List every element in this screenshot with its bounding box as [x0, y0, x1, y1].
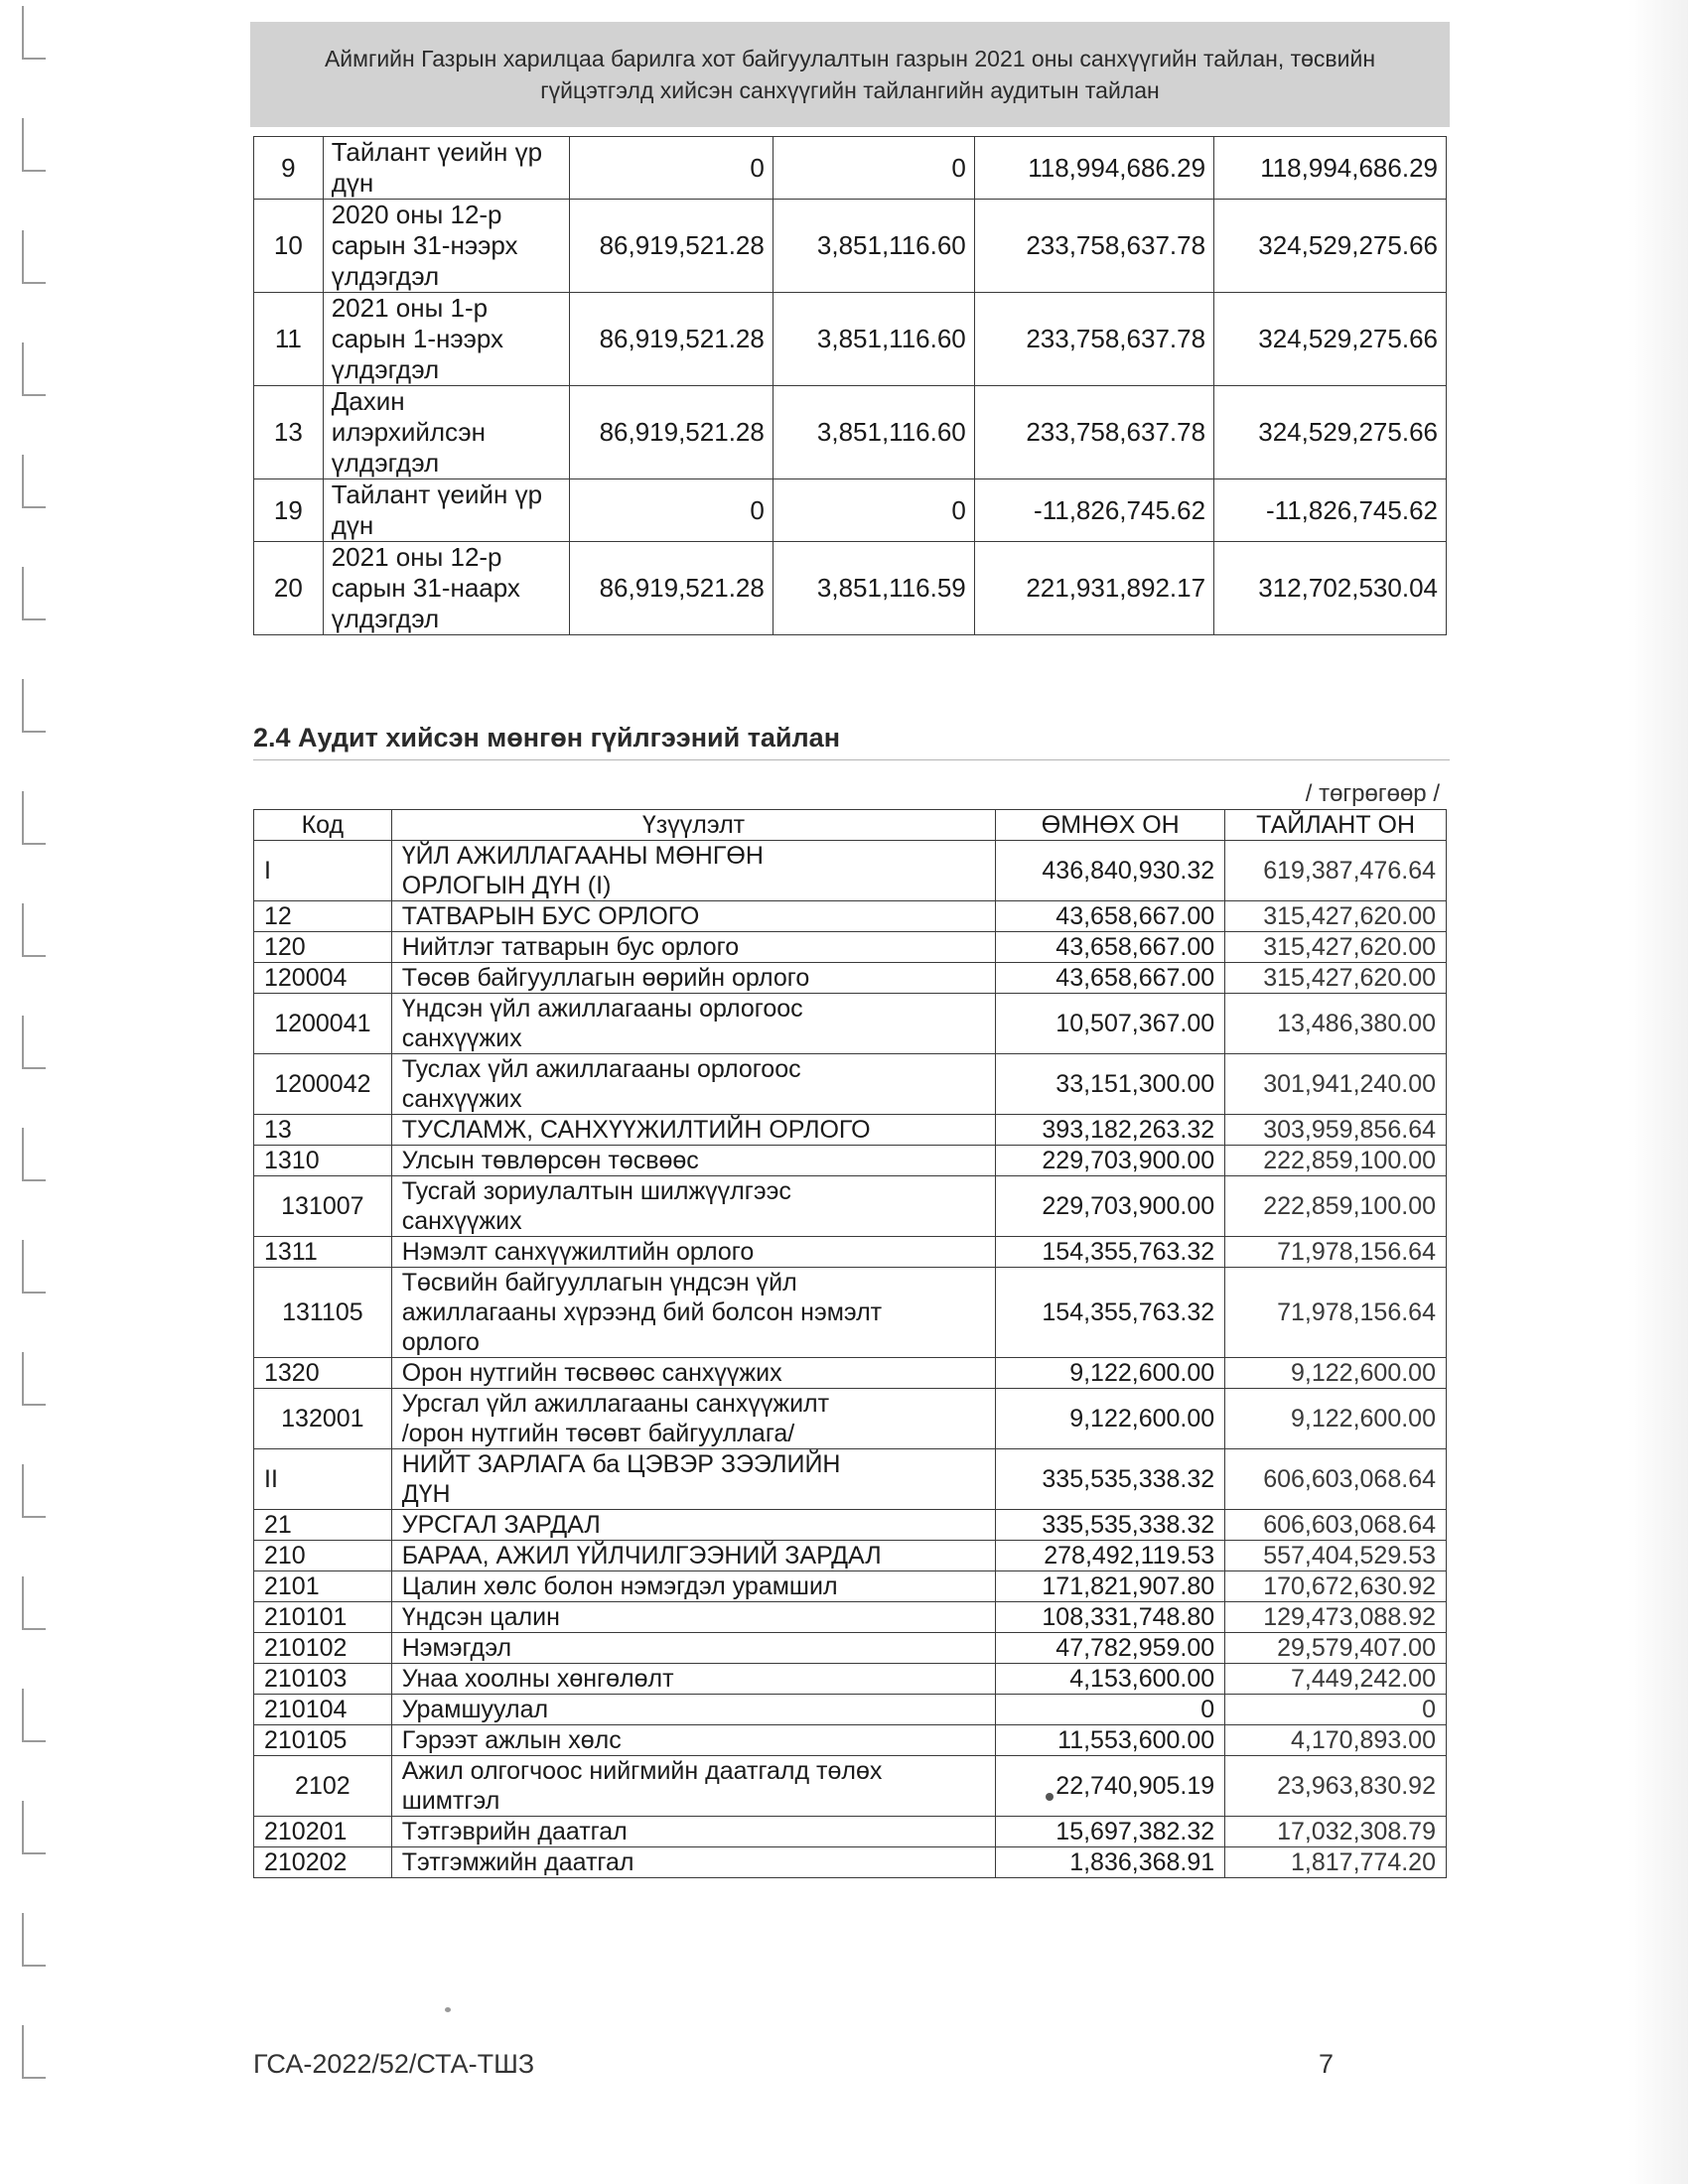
row-description	[391, 963, 996, 994]
description-line: ажиллагааны хүрээнд бий болсон нэмэлт	[401, 1298, 883, 1326]
scan-speck	[1046, 1793, 1054, 1801]
value-cell: 118,994,686.29	[1214, 137, 1447, 200]
previous-year-value: 15,697,382.32	[996, 1817, 1225, 1847]
value-cell: 0	[569, 479, 773, 542]
description-line: 2021 оны 12-р	[331, 542, 502, 572]
table-header-row	[254, 810, 1447, 841]
table-row	[254, 1176, 1447, 1237]
current-year-value: 4,170,893.00	[1225, 1725, 1447, 1756]
value-cell: 86,919,521.28	[569, 293, 773, 386]
description-line: сарын 31-наарх	[331, 573, 520, 603]
binder-mark	[22, 791, 46, 845]
row-code: 1320	[254, 1358, 392, 1389]
table-row	[254, 1115, 1447, 1146]
binder-mark	[22, 567, 46, 620]
previous-year-value: 43,658,667.00	[996, 963, 1225, 994]
description-line: Цалин хөлс болон нэмэгдэл урамшил	[401, 1572, 838, 1600]
current-year-value: 7,449,242.00	[1225, 1664, 1447, 1695]
current-year-value: 0	[1225, 1695, 1447, 1725]
table-row	[254, 1146, 1447, 1176]
current-year-value: 129,473,088.92	[1225, 1602, 1447, 1633]
table-row	[254, 1389, 1447, 1449]
value-cell: 221,931,892.17	[974, 542, 1213, 635]
row-code: 210103	[254, 1664, 392, 1695]
description-line: Тайлант үеийн үр	[331, 137, 543, 167]
table-row	[254, 932, 1447, 963]
description-line: Үндсэн цалин	[401, 1603, 560, 1631]
description-line: илэрхийлсэн	[331, 417, 486, 447]
table-row	[254, 542, 1447, 635]
row-code: 210102	[254, 1633, 392, 1664]
description-line: үлдэгдэл	[331, 354, 440, 384]
row-description	[391, 1725, 996, 1756]
description-line: Орон нутгийн төсвөөс санхүүжих	[401, 1359, 782, 1387]
table-row	[254, 1054, 1447, 1115]
table-row	[254, 1449, 1447, 1510]
document-code: ГСА-2022/52/СТА-ТШЗ	[253, 2049, 535, 2079]
table-row	[254, 1541, 1447, 1571]
description-line: шимтгэл	[401, 1787, 500, 1815]
value-cell: 233,758,637.78	[974, 386, 1213, 479]
binder-mark	[22, 342, 46, 396]
description-line: Тусгай зориулалтын шилжүүлгээс	[401, 1177, 791, 1205]
previous-year-value: 335,535,338.32	[996, 1510, 1225, 1541]
description-line: /орон нутгийн төсөвт байгууллага/	[401, 1420, 795, 1447]
value-cell: -11,826,745.62	[1214, 479, 1447, 542]
row-description	[391, 1633, 996, 1664]
description-line: дүн	[331, 510, 374, 540]
previous-year-value: 9,122,600.00	[996, 1389, 1225, 1449]
value-cell: 3,851,116.60	[773, 200, 974, 293]
row-description	[323, 479, 569, 542]
current-year-value: 557,404,529.53	[1225, 1541, 1447, 1571]
current-year-value: 71,978,156.64	[1225, 1268, 1447, 1358]
binder-mark	[22, 1240, 46, 1294]
binder-mark	[22, 679, 46, 733]
previous-year-value: 11,553,600.00	[996, 1725, 1225, 1756]
previous-year-value: 108,331,748.80	[996, 1602, 1225, 1633]
row-description	[391, 1237, 996, 1268]
table-row	[254, 1725, 1447, 1756]
row-code: 20	[254, 542, 324, 635]
row-description	[391, 1054, 996, 1115]
value-cell: 86,919,521.28	[569, 386, 773, 479]
description-line: 2020 оны 12-р	[331, 200, 502, 229]
row-description	[391, 1268, 996, 1358]
description-line: Дахин	[331, 386, 405, 416]
row-description	[391, 1571, 996, 1602]
row-code: 1200042	[254, 1054, 392, 1115]
value-cell: 324,529,275.66	[1214, 386, 1447, 479]
binder-mark	[22, 455, 46, 508]
description-line: үлдэгдэл	[331, 448, 440, 478]
description-line: 2021 оны 1-р	[331, 293, 489, 323]
row-code: 131105	[254, 1268, 392, 1358]
previous-year-value: 1,836,368.91	[996, 1847, 1225, 1878]
row-code: 210104	[254, 1695, 392, 1725]
table-row	[254, 293, 1447, 386]
row-code: 1311	[254, 1237, 392, 1268]
row-description	[391, 841, 996, 901]
report-header	[250, 22, 1450, 127]
row-description	[391, 1389, 996, 1449]
description-line: Урсгал үйл ажиллагааны санхүүжилт	[401, 1390, 830, 1418]
row-description	[391, 1847, 996, 1878]
table-row	[254, 137, 1447, 200]
table-row	[254, 1602, 1447, 1633]
description-line: Тэтгэмжийн даатгал	[401, 1848, 634, 1876]
binder-mark	[22, 1576, 46, 1630]
row-code: 1200041	[254, 994, 392, 1054]
current-year-value: 606,603,068.64	[1225, 1449, 1447, 1510]
previous-year-value: 33,151,300.00	[996, 1054, 1225, 1115]
description-line: Нэмэгдэл	[401, 1634, 512, 1662]
binder-mark	[22, 6, 46, 60]
row-description	[323, 200, 569, 293]
header-previous-year: ӨМНӨХ ОН	[996, 810, 1225, 841]
row-code: II	[254, 1449, 392, 1510]
description-line: ОРЛОГЫН ДҮН (I)	[401, 872, 612, 899]
row-code: 21	[254, 1510, 392, 1541]
unit-note: / төгрөгөөр /	[1305, 780, 1440, 807]
row-description	[391, 1358, 996, 1389]
previous-year-value: 22,740,905.19	[996, 1756, 1225, 1817]
binder-mark	[22, 1128, 46, 1181]
previous-year-value: 229,703,900.00	[996, 1146, 1225, 1176]
table-row	[254, 1695, 1447, 1725]
table-row	[254, 1268, 1447, 1358]
description-line: санхүүжих	[401, 1024, 522, 1052]
description-line: сарын 1-нээрх	[331, 324, 504, 353]
header-code: Код	[254, 810, 392, 841]
binder-mark	[22, 118, 46, 172]
description-line: санхүүжих	[401, 1085, 522, 1113]
value-cell: 312,702,530.04	[1214, 542, 1447, 635]
value-cell: 0	[773, 479, 974, 542]
current-year-value: 1,817,774.20	[1225, 1847, 1447, 1878]
current-year-value: 315,427,620.00	[1225, 932, 1447, 963]
equity-change-table	[253, 136, 1447, 635]
value-cell: 86,919,521.28	[569, 200, 773, 293]
table-row	[254, 1510, 1447, 1541]
row-description	[391, 932, 996, 963]
header-line-2: гүйцэтгэлд хийсэн санхүүгийн тайлангийн аудитын тайлан	[540, 77, 1160, 103]
row-description	[323, 293, 569, 386]
current-year-value: 23,963,830.92	[1225, 1756, 1447, 1817]
row-code: 2102	[254, 1756, 392, 1817]
description-line: ТУСЛАМЖ, САНХҮҮЖИЛТИЙН ОРЛОГО	[401, 1116, 871, 1144]
previous-year-value: 0	[996, 1695, 1225, 1725]
previous-year-value: 171,821,907.80	[996, 1571, 1225, 1602]
row-description	[391, 1541, 996, 1571]
current-year-value: 301,941,240.00	[1225, 1054, 1447, 1115]
table-row	[254, 386, 1447, 479]
value-cell: 3,851,116.59	[773, 542, 974, 635]
table-row	[254, 1237, 1447, 1268]
current-year-value: 9,122,600.00	[1225, 1389, 1447, 1449]
row-code: 210202	[254, 1847, 392, 1878]
row-description	[391, 1695, 996, 1725]
previous-year-value: 9,122,600.00	[996, 1358, 1225, 1389]
description-line: Төсөв байгууллагын өөрийн орлого	[401, 964, 810, 992]
previous-year-value: 154,355,763.32	[996, 1268, 1225, 1358]
table-row	[254, 994, 1447, 1054]
current-year-value: 222,859,100.00	[1225, 1176, 1447, 1237]
header-current-year: ТАЙЛАНТ ОН	[1225, 810, 1447, 841]
description-line: БАРАА, АЖИЛ ҮЙЛЧИЛГЭЭНИЙ ЗАРДАЛ	[401, 1542, 882, 1570]
binder-edge	[22, 0, 52, 2184]
binder-mark	[22, 1016, 46, 1069]
header-description: Үзүүлэлт	[391, 810, 996, 841]
previous-year-value: 43,658,667.00	[996, 901, 1225, 932]
row-description	[391, 1176, 996, 1237]
description-line: Нэмэлт санхүүжилтийн орлого	[401, 1238, 755, 1266]
row-code: I	[254, 841, 392, 901]
section-title: 2.4 Аудит хийсэн мөнгөн гүйлгээний тайлан	[253, 723, 1450, 760]
row-description	[391, 1756, 996, 1817]
previous-year-value: 10,507,367.00	[996, 994, 1225, 1054]
current-year-value: 13,486,380.00	[1225, 994, 1447, 1054]
binder-mark	[22, 230, 46, 284]
current-year-value: 222,859,100.00	[1225, 1146, 1447, 1176]
binder-mark	[22, 1913, 46, 1967]
row-code: 120004	[254, 963, 392, 994]
table-row	[254, 901, 1447, 932]
description-line: Төсвийн байгууллагын үндсэн үйл	[401, 1269, 797, 1297]
table-row	[254, 963, 1447, 994]
cash-flow-table	[253, 809, 1447, 1878]
row-code: 132001	[254, 1389, 392, 1449]
description-line: орлого	[401, 1328, 480, 1356]
table-row	[254, 1633, 1447, 1664]
value-cell: 233,758,637.78	[974, 200, 1213, 293]
previous-year-value: 393,182,263.32	[996, 1115, 1225, 1146]
row-code: 1310	[254, 1146, 392, 1176]
row-code: 210201	[254, 1817, 392, 1847]
current-year-value: 315,427,620.00	[1225, 963, 1447, 994]
table-row	[254, 1817, 1447, 1847]
previous-year-value: 43,658,667.00	[996, 932, 1225, 963]
table-row	[254, 1571, 1447, 1602]
value-cell: 0	[773, 137, 974, 200]
description-line: Туслах үйл ажиллагааны орлогоос	[401, 1055, 801, 1083]
value-cell: 3,851,116.60	[773, 386, 974, 479]
row-description	[391, 994, 996, 1054]
previous-year-value: 4,153,600.00	[996, 1664, 1225, 1695]
binder-mark	[22, 903, 46, 957]
table-row	[254, 1664, 1447, 1695]
value-cell: 86,919,521.28	[569, 542, 773, 635]
page-edge-shadow	[1628, 0, 1688, 2184]
value-cell: 233,758,637.78	[974, 293, 1213, 386]
binder-mark	[22, 2025, 46, 2079]
table-row	[254, 479, 1447, 542]
value-cell: -11,826,745.62	[974, 479, 1213, 542]
value-cell: 0	[569, 137, 773, 200]
previous-year-value: 154,355,763.32	[996, 1237, 1225, 1268]
row-code: 11	[254, 293, 324, 386]
row-description	[391, 1510, 996, 1541]
description-line: дүн	[331, 168, 374, 198]
description-line: Тайлант үеийн үр	[331, 479, 543, 509]
row-code: 210105	[254, 1725, 392, 1756]
binder-mark	[22, 1801, 46, 1854]
description-line: Гэрээт ажлын хөлс	[401, 1726, 622, 1754]
row-description	[391, 1115, 996, 1146]
value-cell: 324,529,275.66	[1214, 293, 1447, 386]
table-row	[254, 200, 1447, 293]
description-line: ҮЙЛ АЖИЛЛАГААНЫ МӨНГӨН	[401, 842, 764, 870]
row-code: 210101	[254, 1602, 392, 1633]
description-line: Нийтлэг татварын бус орлого	[401, 933, 740, 961]
binder-mark	[22, 1464, 46, 1518]
description-line: сарын 31-нээрх	[331, 230, 518, 260]
row-code: 131007	[254, 1176, 392, 1237]
current-year-value: 619,387,476.64	[1225, 841, 1447, 901]
row-description	[323, 386, 569, 479]
previous-year-value: 278,492,119.53	[996, 1541, 1225, 1571]
description-line: Ажил олгогчоос нийгмийн даатгалд төлөх	[401, 1757, 883, 1785]
value-cell: 324,529,275.66	[1214, 200, 1447, 293]
description-line: Улсын төвлөрсөн төсвөөс	[401, 1147, 699, 1174]
previous-year-value: 436,840,930.32	[996, 841, 1225, 901]
row-code: 19	[254, 479, 324, 542]
description-line: УРСГАЛ ЗАРДАЛ	[401, 1511, 601, 1539]
description-line: Тэтгэврийн даатгал	[401, 1818, 628, 1845]
scan-speck	[445, 2007, 451, 2012]
current-year-value: 606,603,068.64	[1225, 1510, 1447, 1541]
current-year-value: 303,959,856.64	[1225, 1115, 1447, 1146]
current-year-value: 17,032,308.79	[1225, 1817, 1447, 1847]
page-number: 7	[1319, 2049, 1335, 2079]
current-year-value: 9,122,600.00	[1225, 1358, 1447, 1389]
previous-year-value: 47,782,959.00	[996, 1633, 1225, 1664]
row-code: 10	[254, 200, 324, 293]
row-description	[391, 901, 996, 932]
description-line: ТАТВАРЫН БУС ОРЛОГО	[401, 902, 700, 930]
current-year-value: 29,579,407.00	[1225, 1633, 1447, 1664]
table-row	[254, 1756, 1447, 1817]
current-year-value: 315,427,620.00	[1225, 901, 1447, 932]
value-cell: 118,994,686.29	[974, 137, 1213, 200]
header-line-1: Аймгийн Газрын харилцаа барилга хот байгуулалтын газрын 2021 оны санхүүгийн тайлан, төсвийн	[324, 46, 1376, 71]
row-code: 13	[254, 1115, 392, 1146]
row-description	[391, 1817, 996, 1847]
current-year-value: 170,672,630.92	[1225, 1571, 1447, 1602]
value-cell: 3,851,116.60	[773, 293, 974, 386]
table-row	[254, 841, 1447, 901]
row-description	[391, 1664, 996, 1695]
row-description	[323, 542, 569, 635]
row-description	[391, 1449, 996, 1510]
table-row	[254, 1358, 1447, 1389]
binder-mark	[22, 1689, 46, 1742]
description-line: Үндсэн үйл ажиллагааны орлогоос	[401, 995, 803, 1023]
previous-year-value: 229,703,900.00	[996, 1176, 1225, 1237]
row-code: 210	[254, 1541, 392, 1571]
row-code: 12	[254, 901, 392, 932]
table-row	[254, 1847, 1447, 1878]
description-line: Унаа хоолны хөнгөлөлт	[401, 1665, 674, 1693]
row-code: 9	[254, 137, 324, 200]
description-line: НИЙТ ЗАРЛАГА ба ЦЭВЭР ЗЭЭЛИЙН	[401, 1450, 841, 1478]
row-code: 13	[254, 386, 324, 479]
previous-year-value: 335,535,338.32	[996, 1449, 1225, 1510]
row-description	[391, 1602, 996, 1633]
row-description	[391, 1146, 996, 1176]
description-line: санхүүжих	[401, 1207, 522, 1235]
description-line: үлдэгдэл	[331, 261, 440, 291]
row-description	[323, 137, 569, 200]
row-code: 2101	[254, 1571, 392, 1602]
binder-mark	[22, 1352, 46, 1406]
current-year-value: 71,978,156.64	[1225, 1237, 1447, 1268]
row-code: 120	[254, 932, 392, 963]
description-line: үлдэгдэл	[331, 604, 440, 633]
description-line: Урамшуулал	[401, 1696, 549, 1723]
description-line: ДҮН	[401, 1480, 451, 1508]
